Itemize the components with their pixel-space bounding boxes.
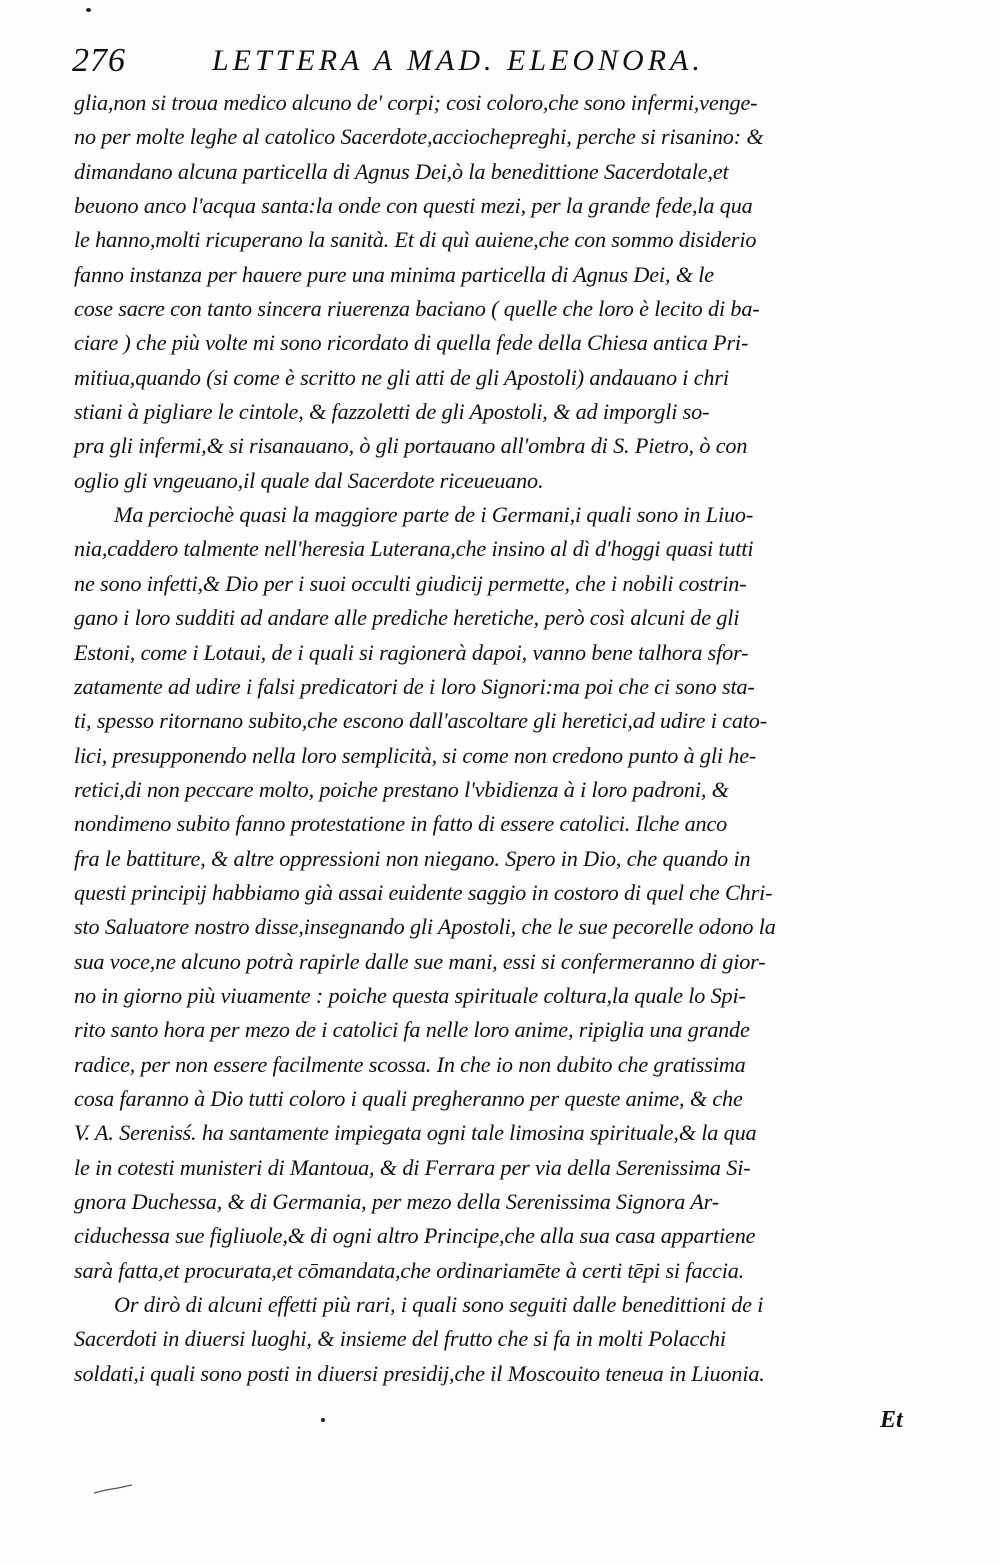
text-line: rito santo hora per mezo de i catolici fa nelle loro anime, ripiglia una grande <box>74 1017 750 1043</box>
text-line: glia,non si troua medico alcuno de' corpi; cosi coloro,che sono infermi,venge- <box>74 90 758 115</box>
page-number: 276 <box>72 42 126 79</box>
text-line: soldati,i quali sono posti in diuersi presidij,che il Moscouito teneua in Liuonia. <box>74 1360 765 1386</box>
text-line: ciare ) che più volte mi sono ricordato di quella fede della Chiesa antica Pri- <box>74 330 749 356</box>
text-line: no per molte leghe al catolico Sacerdote,acciochepreghi, perche si risanino: & <box>74 124 764 150</box>
text-line: ti, spesso ritornano subito,che escono dall'ascoltare gli heretici,ad udire i cato- <box>74 708 767 734</box>
running-head: LETTERA A MAD. ELEONORA. <box>212 44 704 77</box>
text-line: sarà fatta,et procurata,et cōmandata,che ordinariamēte à certi tēpi si faccia. <box>74 1257 745 1283</box>
text-line: dimandano alcuna particella di Agnus Dei,ò la benedittione Sacerdotale,et <box>74 158 729 184</box>
text-line: lici, presupponendo nella loro semplicità, si come non credono punto à gli he- <box>74 742 757 768</box>
text-line: Estoni, come i Lotaui, de i quali si ragionerà dapoi, vanno bene talhora sfor- <box>74 639 749 665</box>
text-line: radice, per non essere facilmente scossa. In che io non dubito che gratissima <box>74 1051 746 1077</box>
text-line: le in cotesti munisteri di Mantoua, & di Ferrara per via della Serenissima Si- <box>74 1154 751 1180</box>
text-line: fanno instanza per hauere pure una minima particella di Agnus Dei, & le <box>74 261 714 287</box>
text-line: cosa faranno à Dio tutti coloro i quali pregheranno per queste anime, & che <box>74 1085 743 1111</box>
text-line: no in giorno più viuamente : poiche questa spirituale coltura,la quale lo Spi- <box>74 982 746 1008</box>
text-line: gano i loro sudditi ad andare alle prediche heretiche, però così alcuni de gli <box>74 605 740 631</box>
text-line: mitiua,quando (si come è scritto ne gli atti de gli Apostoli) andauano i chri <box>74 364 729 390</box>
text-line: beuono anco l'acqua santa:la onde con questi mezi, per la grande fede,la qua <box>74 193 753 219</box>
body-text <box>74 86 962 1391</box>
text-line: V. A. Serenisś. ha santamente impiegata ogni tale limosina spirituale,& la qua <box>74 1120 757 1146</box>
text-line: cose sacre con tanto sincera riuerenza baciano ( quelle che loro è lecito di ba- <box>74 296 760 322</box>
text-line: le hanno,molti ricuperano la sanità. Et di quì auiene,che con sommo disiderio <box>74 227 757 253</box>
ink-speck <box>86 8 91 12</box>
text-line: nondimeno subito fanno protestatione in fatto di essere catolici. Ilche anco <box>74 811 728 837</box>
text-line: pra gli infermi,& si risanauano, ò gli portauano all'ombra di S. Pietro, ò con <box>74 433 748 459</box>
text-line-paragraph-start: Ma perciochè quasi la maggiore parte de i Germani,i quali sono in Liuo- <box>114 502 754 528</box>
text-line: retici,di non peccare molto, poiche prestano l'vbidienza à i loro padroni, & <box>74 776 729 802</box>
ink-speck <box>321 1418 325 1422</box>
text-line: fra le battiture, & altre oppressioni non niegano. Spero in Dio, che quando in <box>74 845 751 871</box>
text-line: Sacerdoti in diuersi luoghi, & insieme del frutto che si fa in molti Polacchi <box>74 1326 726 1352</box>
text-line: oglio gli vngeuano,il quale dal Sacerdote riceueuano. <box>74 467 544 493</box>
catchword: Et <box>880 1407 903 1433</box>
text-line: sua voce,ne alcuno potrà rapirle dalle sue mani, essi si confermeranno di gior- <box>74 948 766 974</box>
text-line: gnora Duchessa, & di Germania, per mezo della Serenissima Signora Ar- <box>74 1189 719 1214</box>
text-line-paragraph-start: Or dirò di alcuni effetti più rari, i quali sono seguiti dalle benedittioni de i <box>114 1292 764 1318</box>
text-line: questi principij habbiamo già assai euidente saggio in costoro di quel che Chri- <box>74 879 773 905</box>
ink-stroke-mark <box>92 1482 136 1496</box>
text-line: ciduchessa sue figliuole,& di ogni altro Principe,che alla sua casa appartiene <box>74 1223 756 1249</box>
text-line: nia,caddero talmente nell'heresia Luterana,che insino al dì d'hoggi quasi tutti <box>74 536 754 562</box>
page-header <box>72 42 952 86</box>
text-line: sto Saluatore nostro disse,insegnando gli Apostoli, che le sue pecorelle odono la <box>74 914 776 940</box>
text-line: ne sono infetti,& Dio per i suoi occulti giudicij permette, che i nobili costrin- <box>74 570 747 596</box>
text-line: stiani à pigliare le cintole, & fazzoletti de gli Apostoli, & ad imporgli so- <box>74 399 710 425</box>
text-line: zatamente ad udire i falsi predicatori de i loro Signori:ma poi che ci sono sta- <box>74 673 755 699</box>
